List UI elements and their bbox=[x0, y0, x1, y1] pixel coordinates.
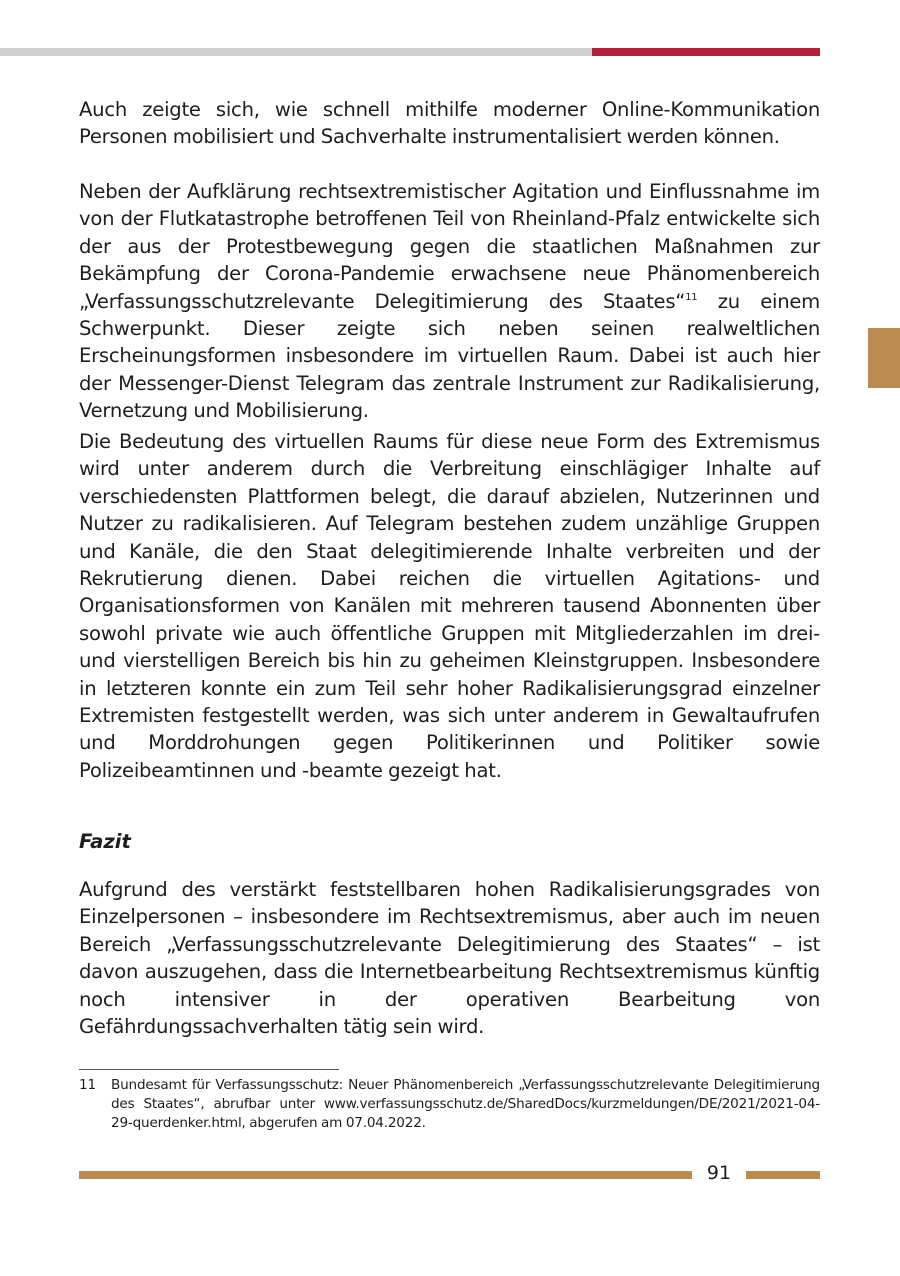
footnote bbox=[79, 1076, 820, 1133]
footer-rule-left bbox=[79, 1171, 692, 1179]
header-rule-grey bbox=[0, 48, 592, 56]
body-paragraph-4: Aufgrund des verstärkt feststellbaren hohen Radikalisierungsgrades von Einzelpersonen – insbesondere im Rechtsextremismus, aber auch im neuen Bereich „Verfassungsschutzrelevante Delegitimierung des Staates“ – ist davon auszugehen, dass die Internetbearbeitung Rechtsextremismus künftig noch intensiver in der operativen Bearbeitung von Gefährdungssachverhalten tätig sein wird. bbox=[79, 878, 820, 1039]
body-paragraph-2-text-start: Neben der Aufklärung rechtsextremistischer Agitation und Einflussnahme im von der Flutkatastrophe betroffenen Teil von Rheinland-Pfalz entwickelte sich der aus der Protestbewegung gegen die staatlichen Maßnahmen zur Bekämpfung der Corona-Pandemie erwachsene neue Phänomenbereich „Verfassungsschutzrelevante Delegitimierung des Staates“ bbox=[79, 180, 820, 313]
page-number: 91 bbox=[706, 1162, 732, 1184]
footnote-text: Bundesamt für Verfassungsschutz: Neuer Phänomenbereich „Verfassungsschutzrelevante Delegitimierung des Staates“, abrufbar unter www.verfassungsschutz.de/SharedDocs/kurzmeldungen/DE/2021/2021-04-29-querdenker.html, abgerufen am 07.04.2022. bbox=[111, 1077, 820, 1131]
header-rule-red bbox=[592, 48, 820, 56]
body-paragraph-3: Die Bedeutung des virtuellen Raums für diese neue Form des Extremismus wird unter anderem durch die Verbreitung einschlägiger Inhalte auf verschiedensten Plattformen belegt, die darauf abzielen, Nutzerinnen und Nutzer zu radikalisieren. Auf Telegram bestehen zudem unzählige Gruppen und Kanäle, die den Staat delegitimierende Inhalte verbreiten und der Rekrutierung dienen. Dabei reichen die virtuellen Agitations- und Organisationsformen von Kanälen mit mehreren tausend Abonnenten über sowohl private wie auch öffentliche Gruppen mit Mitgliederzahlen im drei- und vierstelligen Bereich bis hin zu geheimen Kleinstgruppen. Insbesondere in letzteren konnte ein zum Teil sehr hoher Radikalisierungsgrad einzelner Extremisten festgestellt werden, was sich unter anderem in Gewaltaufrufen und Morddrohungen gegen Politikerinnen und Politiker sowie Polizeibeamtinnen und -beamte gezeigt hat. bbox=[79, 430, 820, 782]
body-paragraph-2-text-end: zu einem Schwerpunkt. Dieser zeigte sich neben seinen realweltlichen Erscheinungsformen insbesondere im virtuellen Raum. Dabei ist auch hier der Messenger-Dienst Telegram das zentrale Instrument zur Radikalisierung, Vernetzung und Mobilisierung. bbox=[79, 289, 821, 423]
footnote-number: 11 bbox=[79, 1077, 96, 1093]
body-paragraph-2 bbox=[79, 178, 820, 425]
chapter-tab-marker bbox=[868, 328, 900, 388]
section-heading-fazit: Fazit bbox=[79, 830, 131, 853]
footnote-separator bbox=[79, 1069, 339, 1070]
body-paragraph-1: Auch zeigte sich, wie schnell mithilfe moderner Online-Kommunikation Personen mobilisiert und Sachverhalte instrumentalisiert werden können. bbox=[79, 98, 820, 149]
footer-rule-right bbox=[746, 1171, 820, 1179]
footnote-reference[interactable]: 11 bbox=[685, 291, 698, 303]
